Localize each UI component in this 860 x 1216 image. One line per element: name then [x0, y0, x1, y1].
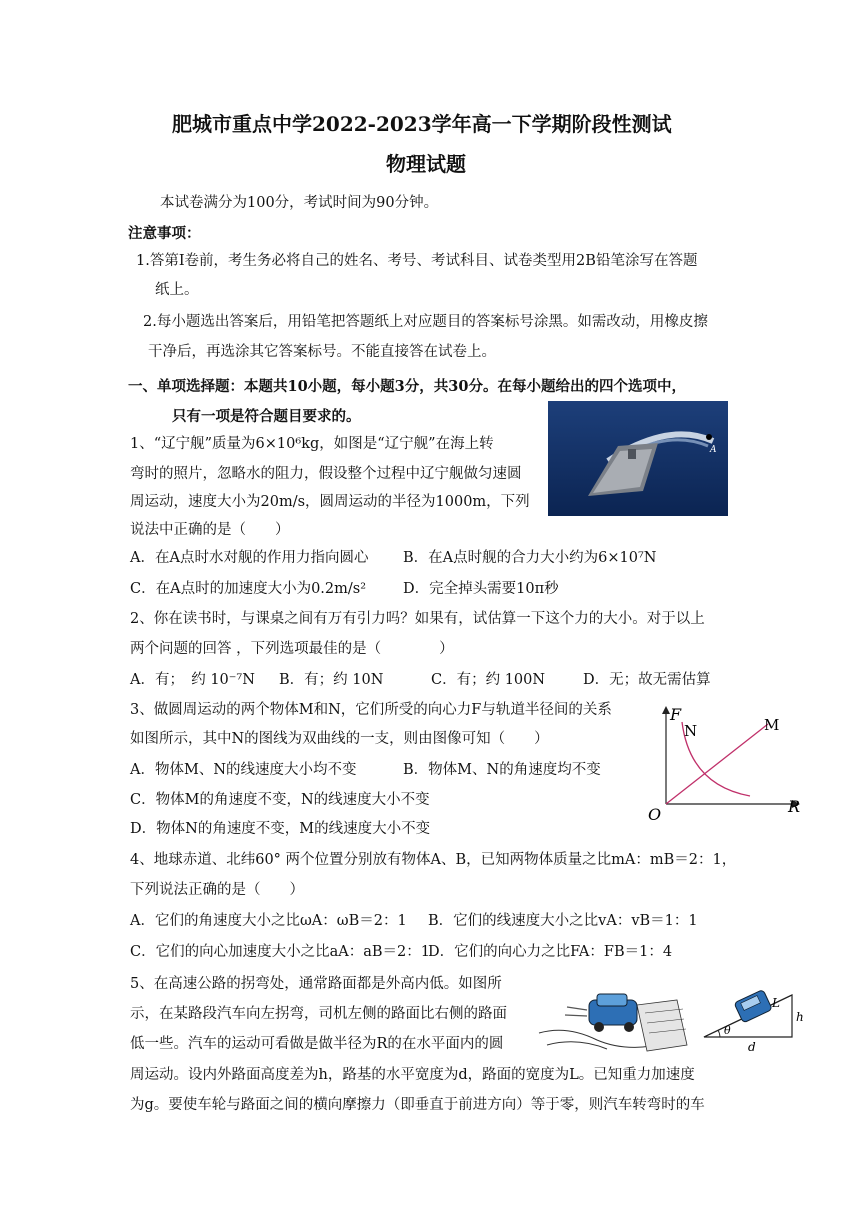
- q3-stem-line1: 3、做圆周运动的两个物体M和N，它们所受的向心力F与轨道半径间的关系: [130, 702, 612, 718]
- q4-stem-line1: 4、地球赤道、北纬60° 两个位置分别放有物体A、B，已知两物体质量之比mA：mB＝2：1，: [130, 852, 737, 868]
- q2-stem-line2: 两个问题的回答 ，下列选项最佳的是（ ）: [130, 641, 454, 657]
- q4-option-b: B．它们的线速度大小之比vA：vB＝1：1: [428, 913, 698, 929]
- notes-heading: 注意事项：: [128, 225, 201, 242]
- aircraft-carrier-photo: [548, 401, 728, 516]
- q1-stem-line3: 周运动，速度大小为20m/s，圆周运动的半径为1000m，下列: [130, 494, 530, 510]
- q5-stem-line1: 5、在高速公路的拐弯处，通常路面都是外高内低。如图所: [130, 976, 502, 992]
- note-2-line1: 2.每小题选出答案后，用铅笔把答题纸上对应题目的答案标号涂黑。如需改动，用橡皮擦: [143, 314, 708, 330]
- q1-stem-line2: 弯时的照片，忽略水的阻力，假设整个过程中辽宁舰做匀速圆: [130, 466, 522, 482]
- q1-option-b: B．在A点时舰的合力大小约为6×10⁷N: [403, 550, 657, 566]
- note-2-line2: 干净后，再选涂其它答案标号。不能直接答在试卷上。: [148, 344, 496, 360]
- q5-stem-line5: 为g。要使车轮与路面之间的横向摩擦力（即垂直于前进方向）等于零，则汽车转弯时的车: [130, 1097, 705, 1113]
- diagram-label-d: d: [748, 1040, 756, 1054]
- q1-option-a: A．在A点时水对舰的作用力指向圆心: [130, 550, 369, 566]
- q3-option-c: C．物体M的角速度不变，N的线速度大小不变: [130, 792, 430, 808]
- graph-label-N: N: [684, 722, 698, 740]
- q3-option-d: D．物体N的角速度不变，M的线速度大小不变: [130, 821, 431, 837]
- graph-y-label: F: [670, 705, 682, 724]
- q4-option-c: C．它们的向心加速度大小之比aA：aB＝2：1: [130, 944, 430, 960]
- q1-option-c: C．在A点时的加速度大小为0.2m/s²: [130, 581, 367, 597]
- q1-stem-line1: 1、“辽宁舰”质量为6×10⁶kg，如图是“辽宁舰”在海上转: [130, 436, 494, 452]
- graph-line-M: [666, 724, 768, 804]
- q5-stem-line2: 示，在某路段汽车向左拐弯，司机左侧的路面比右侧的路面: [130, 1006, 507, 1022]
- q4-option-d: D．它们的向心力之比FA：FB＝1：4: [428, 944, 673, 960]
- diagram-label-theta: θ: [724, 1024, 731, 1037]
- q2-option-a: A．有； 约 10⁻⁷N: [130, 672, 255, 688]
- graph-origin-label: O: [648, 805, 662, 824]
- road-slope-diagram: [698, 985, 810, 1055]
- note-1-line1: 1.答第Ⅰ卷前，考生务必将自己的姓名、考号、考试科目、试卷类型用2B铅笔涂写在答题: [136, 253, 698, 269]
- q4-stem-line2: 下列说法正确的是（ ）: [130, 882, 304, 898]
- q2-stem-line1: 2、你在读书时，与课桌之间有万有引力吗？如果有，试估算一下这个力的大小。对于以上: [130, 611, 705, 627]
- diagram-label-L: L: [772, 996, 780, 1010]
- q2-option-d: D．无；故无需估算: [583, 672, 711, 688]
- q3-option-b: B．物体M、N的角速度均不变: [403, 762, 601, 778]
- graph-x-label: R: [788, 797, 801, 816]
- q3-option-a: A．物体M、N的线速度大小均不变: [130, 762, 357, 778]
- page-subtitle: 物理试题: [386, 152, 466, 176]
- q5-stem-line3: 低一些。汽车的运动可看做是做半径为R的在水平面内的圆: [130, 1036, 504, 1052]
- graph-label-M: M: [764, 716, 780, 734]
- diagram-label-h: h: [796, 1010, 804, 1024]
- force-radius-graph: [640, 700, 815, 828]
- car-turning-illustration: [537, 985, 697, 1055]
- q2-option-b: B．有；约 10N: [279, 672, 384, 688]
- section1-heading-cont: 只有一项是符合题目要求的。: [172, 408, 361, 425]
- q3-stem-line2: 如图所示，其中N的图线为双曲线的一支，则由图像可知（ ）: [130, 731, 549, 747]
- q1-stem-line4: 说法中正确的是（ ）: [130, 522, 290, 538]
- exam-intro: 本试卷满分为100分，考试时间为90分钟。: [160, 195, 439, 211]
- page-title: 肥城市重点中学2022-2023学年高一下学期阶段性测试: [172, 112, 672, 136]
- q1-option-d: D．完全掉头需要10π秒: [403, 581, 559, 597]
- q5-stem-line4: 周运动。设内外路面高度差为h，路基的水平宽度为d，路面的宽度为L。已知重力加速度: [130, 1067, 695, 1083]
- photo-point-label: A: [710, 445, 717, 455]
- note-1-line2: 纸上。: [155, 282, 199, 298]
- q2-option-c: C．有；约 100N: [431, 672, 546, 688]
- q4-option-a: A．它们的角速度大小之比ωA：ωB＝2：1: [130, 913, 407, 929]
- section1-heading: 一、单项选择题：本题共10小题，每小题3分，共30分。在每小题给出的四个选项中，: [128, 378, 686, 395]
